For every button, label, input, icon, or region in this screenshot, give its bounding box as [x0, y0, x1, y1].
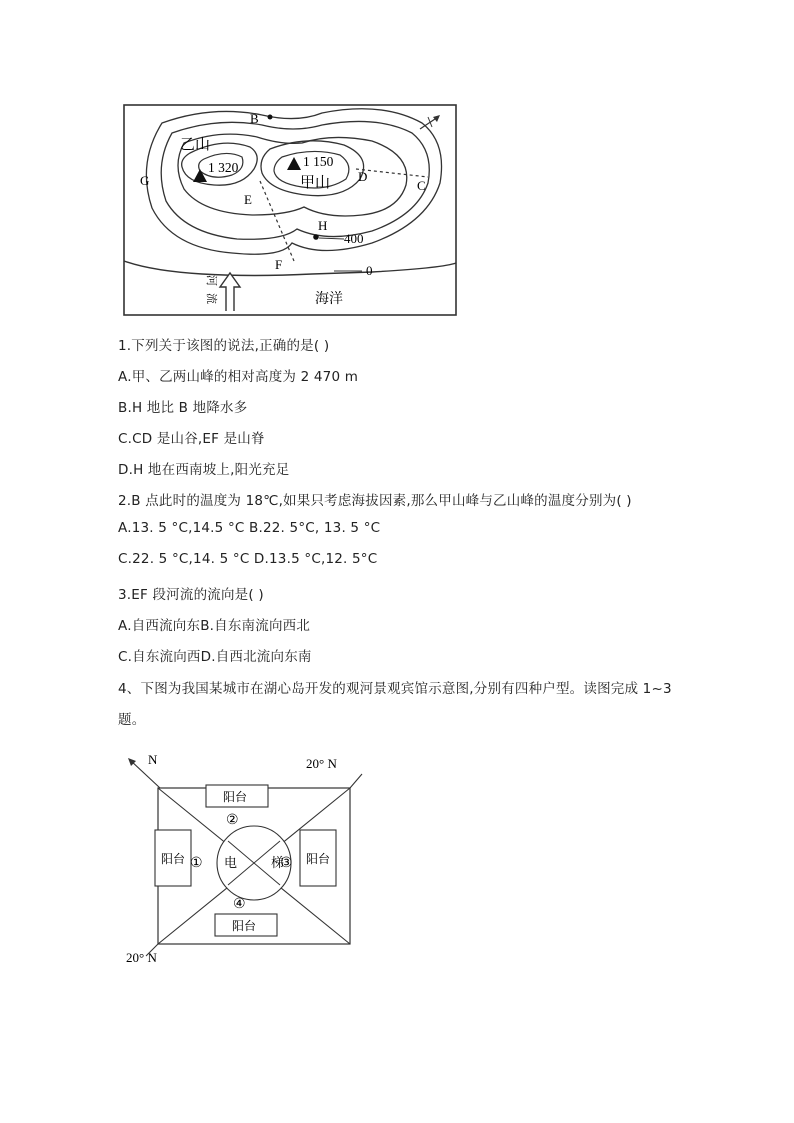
label-c: C [417, 178, 426, 193]
question-4-line-2: 题。 [118, 712, 146, 728]
contour-map [122, 103, 458, 317]
question-1-option-b: B.H 地比 B 地降水多 [118, 400, 248, 416]
question-1: 1.下列关于该图的说法,正确的是( ) [118, 338, 330, 354]
label-e: E [244, 192, 252, 207]
unit-1: ① [190, 856, 203, 871]
question-3-options-ab: A.自西流向东B.自东南流向西北 [118, 618, 311, 634]
label-river-2: 流 [205, 293, 217, 304]
question-3: 3.EF 段河流的流向是( ) [118, 587, 264, 603]
label-20n-top: 20° N [306, 756, 337, 771]
label-400: 400 [344, 231, 364, 246]
balcony-bottom-label: 阳台 [232, 919, 257, 933]
unit-3: ③ [280, 856, 293, 871]
unit-4: ④ [233, 897, 246, 912]
label-river-1: 河 [205, 275, 217, 286]
unit-2: ② [226, 813, 239, 828]
label-d: D [358, 169, 368, 184]
label-20n-bottom: 20° N [126, 950, 157, 965]
question-2: 2.B 点此时的温度为 18℃,如果只考虑海拔因素,那么甲山峰与乙山峰的温度分别为( ) [118, 493, 632, 509]
balcony-top-label: 阳台 [223, 790, 248, 804]
label-peak-yi: 1 320 [208, 160, 239, 175]
label-ocean: 海洋 [315, 292, 343, 307]
label-jia: 甲山 [300, 175, 331, 191]
question-1-option-d: D.H 地在西南坡上,阳光充足 [118, 462, 290, 478]
label-n: N [148, 752, 158, 767]
question-4-line-1: 4、下图为我国某城市在湖心岛开发的观河景观宾馆示意图,分别有四种户型。读图完成 1~3 [118, 681, 672, 697]
elevator-label-2: 梯 [271, 855, 285, 870]
map-frame [124, 105, 456, 315]
label-h: H [318, 218, 328, 233]
balcony-left-label: 阳台 [161, 852, 186, 866]
question-2-options-cd: C.22. 5 °C,14. 5 °C D.13.5 °C,12. 5°C [118, 551, 378, 567]
label-yi: 乙山 [180, 137, 211, 153]
point-h [313, 234, 319, 240]
label-f: F [275, 257, 283, 272]
hotel-layout-diagram [118, 750, 368, 970]
label-0: 0 [366, 263, 373, 278]
point-b [268, 115, 273, 120]
label-b: B [250, 111, 259, 126]
question-1-option-a: A.甲、乙两山峰的相对高度为 2 470 m [118, 369, 359, 385]
balcony-right-label: 阳台 [306, 852, 331, 866]
question-1-option-c: C.CD 是山谷,EF 是山脊 [118, 431, 265, 447]
label-g: G [140, 173, 150, 188]
question-3-options-cd: C.自东流向西D.自西北流向东南 [118, 649, 312, 665]
label-peak-jia: 1 150 [303, 154, 334, 169]
question-2-options-ab: A.13. 5 °C,14.5 °C B.22. 5°C, 13. 5 °C [118, 520, 381, 536]
elevator-label-1: 电 [224, 855, 238, 870]
